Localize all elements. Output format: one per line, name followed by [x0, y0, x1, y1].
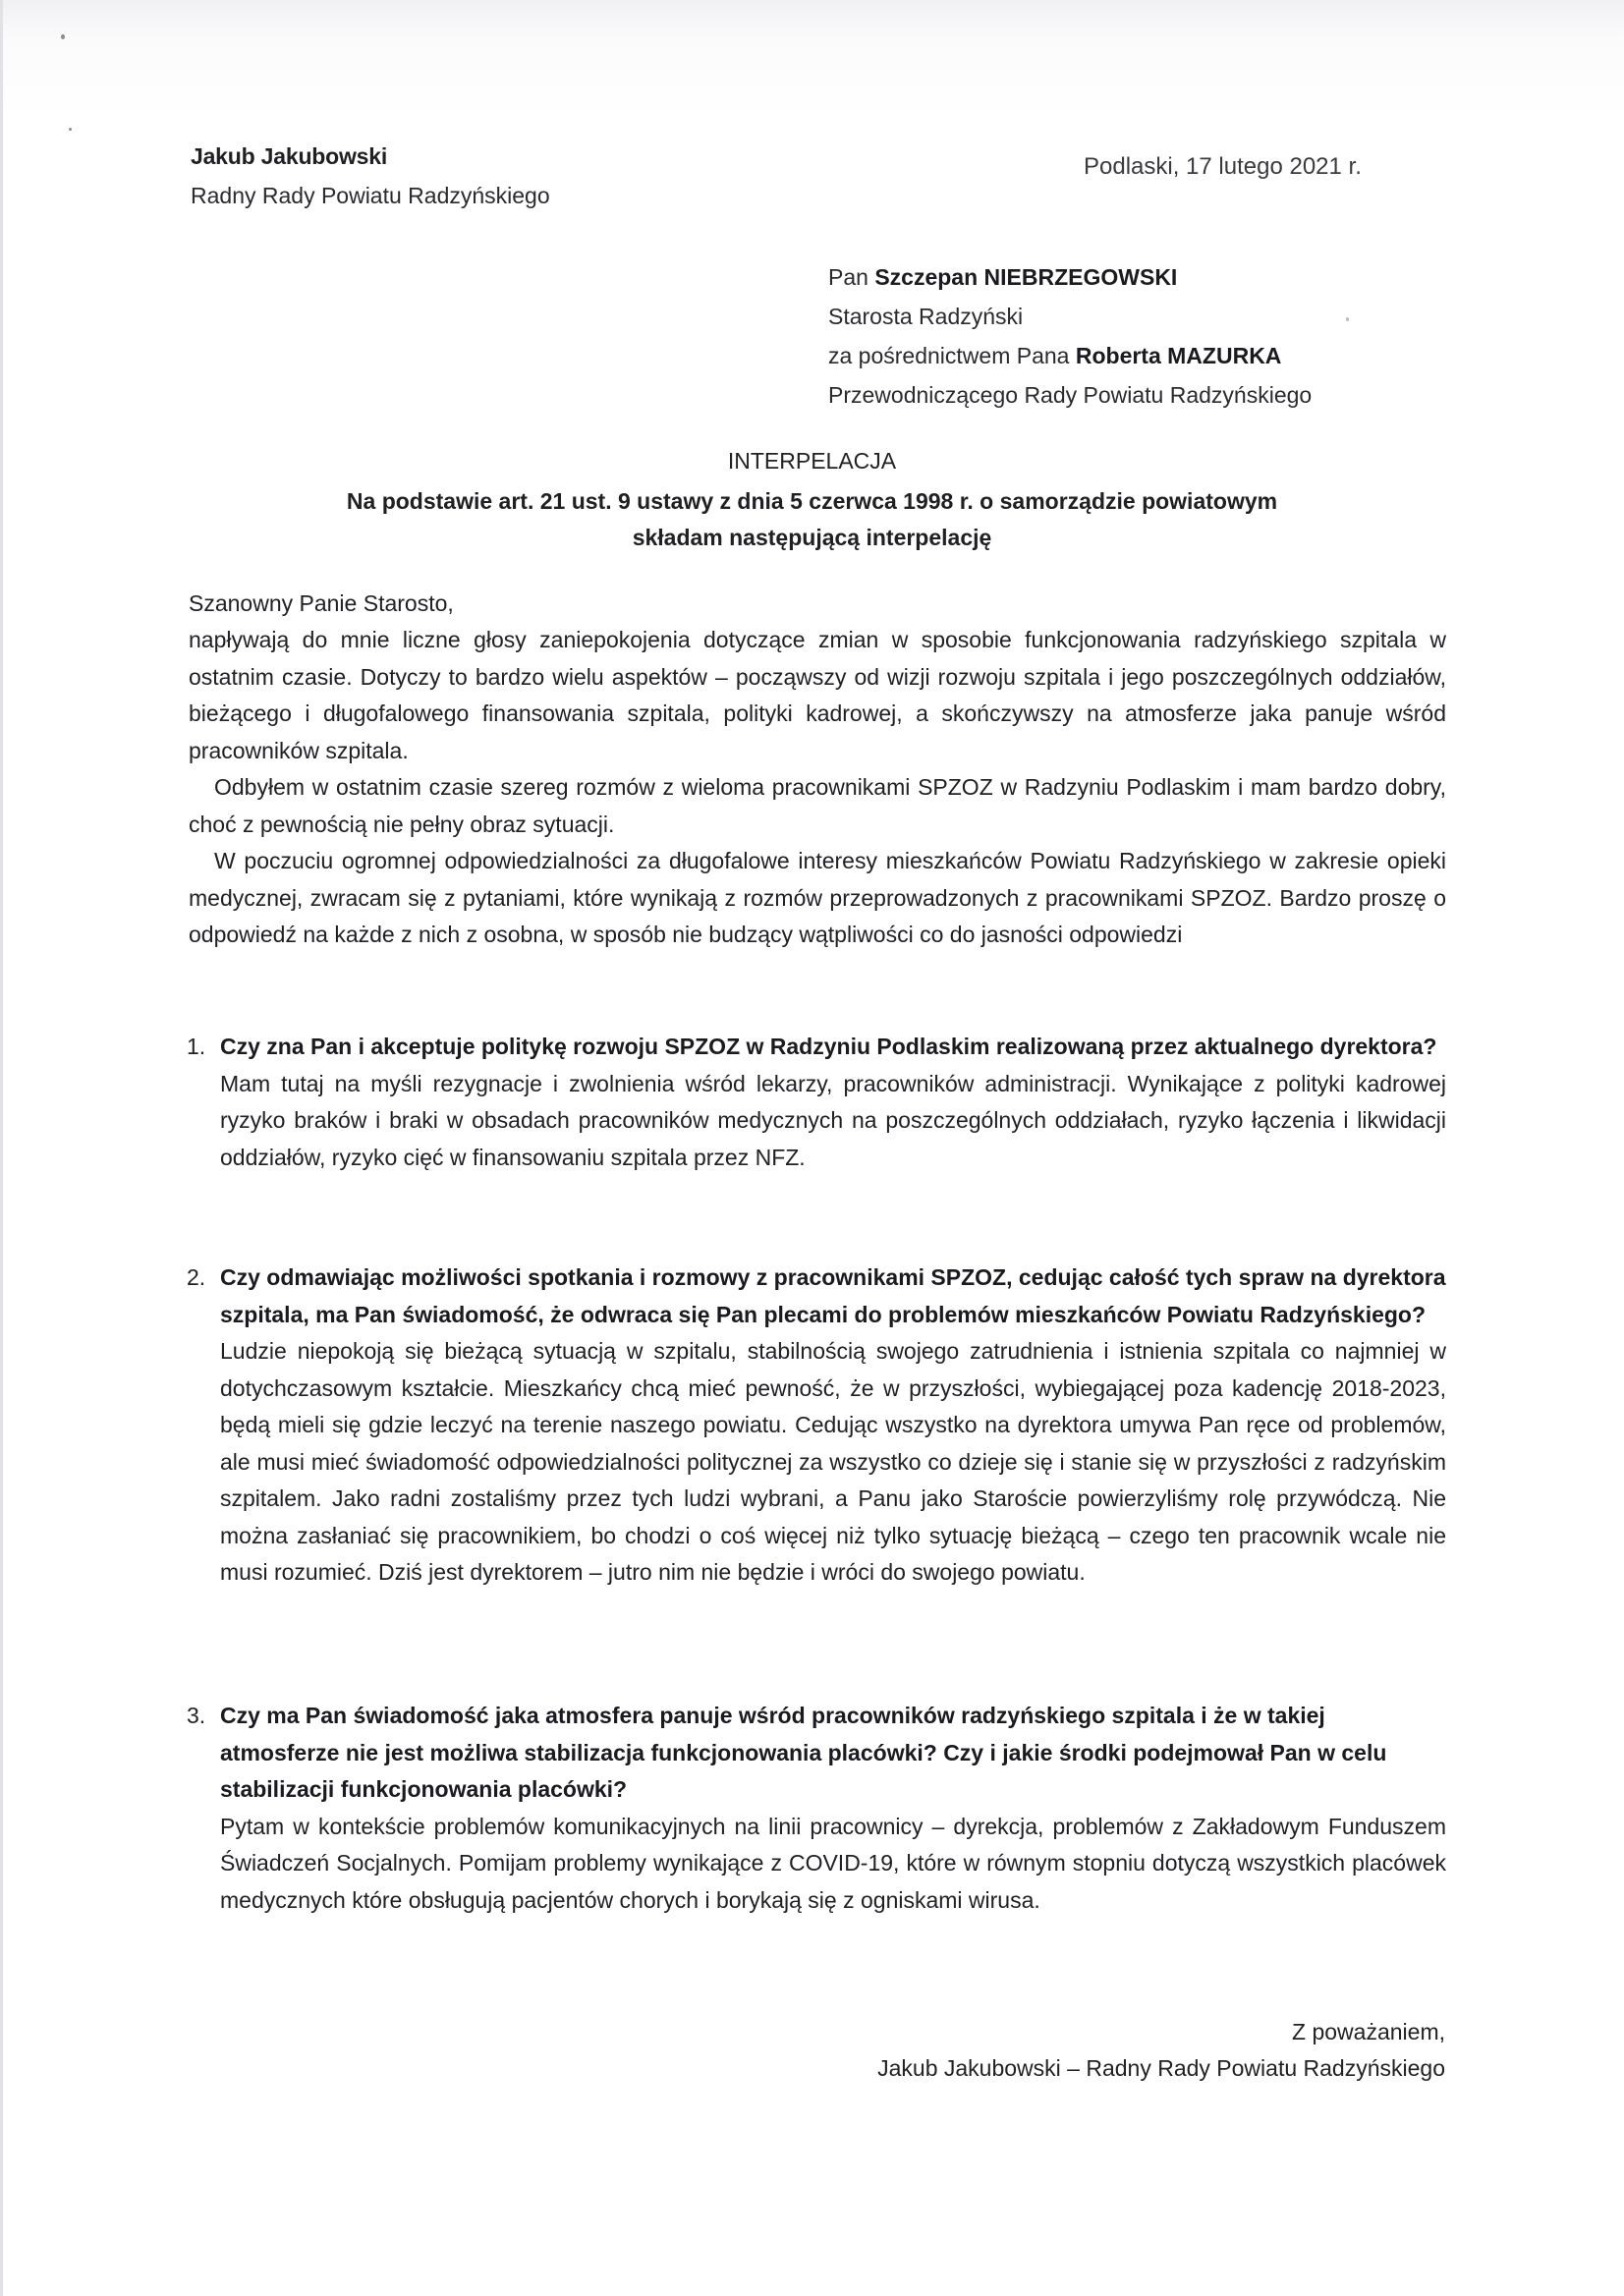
intro-paragraph-3: W poczuciu ogromnej odpowiedzialności za długofalowe interesy mieszkańców Powiatu Radzyńskiego w zakresie opieki medycznej, zwracam się z pytaniami, które wynikają z rozmów przeprowadzonych z pracownikami SPZOZ. Bardzo proszę o odpowiedź na każde z nich z osobna, w sposób nie budzący wątpliwości co do jasności odpowiedzi: [189, 848, 1446, 947]
question-number: 3.: [187, 1703, 206, 1728]
recipient-line-4: Przewodniczącego Rady Powiatu Radzyńskiego: [828, 382, 1313, 408]
question-item-2: [187, 1260, 1446, 1592]
intro-section: [189, 622, 1446, 954]
question-text: Czy odmawiając możliwości spotkania i rozmowy z pracownikami SPZOZ, cedując całość tych spraw na dyrektora szpitala, ma Pan świadomość, że odwraca się Pan plecami do problemów mieszkańców Powiatu Radzyńskiego?: [220, 1264, 1446, 1327]
page-edge: [0, 0, 3, 2296]
recipient-line-2: Starosta Radzyński: [828, 304, 1024, 329]
sender-title: Radny Rady Powiatu Radzyńskiego: [191, 183, 550, 208]
question-explanation: Ludzie niepokoją się bieżącą sytuacją w szpitalu, stabilnością swojego zatrudnienia i istnienia szpitala co najmniej w dotychczasowym kształcie. Mieszkańcy chcą mieć pewność, że w przyszłości, wybiegającej poza kadencję 2018-2023, będą mieli się gdzie leczyć na terenie naszego powiatu. Cedując wszystko na dyrektora umywa Pan ręce od problemów, ale musi mieć świadomość odpowiedzialności politycznej za wszystko co dzieje się i stanie się w przyszłości z radzyńskim szpitalem. Jako radni zostaliśmy przez tych ludzi wybrani, a Panu jako Staroście powierzyliśmy rolę przywódczą. Nie można zasłaniać się pracownikiem, bo chodzi o coś więcej niż tylko sytuację bieżącą – czego ten pracownik wcale nie musi rozumieć. Dziś jest dyrektorem – jutro nim nie będzie i wróci do swojego powiatu.: [220, 1338, 1446, 1585]
intermediary-name: Roberta MAZURKA: [1075, 343, 1282, 368]
salutation: Szanowny Panie Starosto,: [189, 590, 454, 616]
question-text: Czy ma Pan świadomość jaka atmosfera panuje wśród pracowników radzyńskiego szpitala i że w takiej atmosferze nie jest możliwa stabilizacja funkcjonowania placówki? Czy i jakie środki podejmował Pan w celu stabilizacji funkcjonowania placówki?: [220, 1703, 1387, 1802]
closing-block: [877, 2014, 1445, 2087]
question-item-3: [187, 1698, 1446, 1919]
scan-speck: [1346, 317, 1349, 321]
intro-paragraph-1: napływają do mnie liczne głosy zaniepokojenia dotyczące zmian w sposobie funkcjonowania radzyńskiego szpitala w ostatnim czasie. Dotyczy to bardzo wielu aspektów – począwszy od wizji rozwoju szpitala i jego poszczególnych oddziałów, bieżącego i długofalowego finansowania szpitala, polityki kadrowej, a skończywszy na atmosferze jaka panuje wśród pracowników szpitala.: [189, 627, 1446, 763]
closing-signature: Jakub Jakubowski – Radny Rady Powiatu Radzyńskiego: [877, 2055, 1445, 2081]
recipient-block: [828, 257, 1312, 415]
question-explanation: Pytam w kontekście problemów komunikacyjnych na linii pracownicy – dyrekcja, problemów z Zakładowym Funduszem Świadczeń Socjalnych. Pomijam problemy wynikające z COVID-19, które w równym stopniu dotyczą wszystkich placówek medycznych które obsługują pacjentów chorych i borykają się z ogniskami wirusa.: [220, 1813, 1446, 1913]
recipient-prefix: Pan: [828, 264, 875, 290]
scan-speck: [69, 128, 72, 131]
letter-date: Podlaski, 17 lutego 2021 r.: [1084, 153, 1362, 180]
scan-speck: [61, 34, 65, 39]
closing-regards: Z poważaniem,: [1292, 2019, 1445, 2044]
intro-paragraph-2: Odbyłem w ostatnim czasie szereg rozmów z wieloma pracownikami SPZOZ w Radzyniu Podlaskim i mam bardzo dobry, choć z pewnością nie pełny obraz sytuacji.: [189, 774, 1446, 837]
question-number: 2.: [187, 1264, 206, 1290]
document-subtitle: [0, 483, 1624, 556]
document-title: INTERPELACJA: [727, 448, 897, 474]
recipient-line-1: [828, 257, 1312, 297]
recipient-line-3: [828, 336, 1312, 375]
question-text: Czy zna Pan i akceptuje politykę rozwoju SPZOZ w Radzyniu Podlaskim realizowaną przez aktualnego dyrektora?: [220, 1034, 1437, 1059]
recipient-name: Szczepan NIEBRZEGOWSKI: [874, 264, 1178, 290]
question-number: 1.: [187, 1034, 206, 1059]
legal-basis-line: Na podstawie art. 21 ust. 9 ustawy z dnia 5 czerwca 1998 r. o samorządzie powiatowym: [346, 488, 1278, 514]
question-item-1: [187, 1029, 1446, 1176]
statement-line: składam następującą interpelację: [632, 525, 992, 550]
sender-name: Jakub Jakubowski: [191, 143, 388, 169]
question-explanation: Mam tutaj na myśli rezygnacje i zwolnienia wśród lekarzy, pracowników administracji. Wynikające z polityki kadrowej ryzyko braków i braki w obsadach pracowników medycznych na poszczególnych oddziałach, ryzyko łączenia i likwidacji oddziałów, ryzyko cięć w finansowaniu szpitala przez NFZ.: [220, 1070, 1446, 1170]
intermediary-prefix: za pośrednictwem Pana: [828, 343, 1076, 368]
